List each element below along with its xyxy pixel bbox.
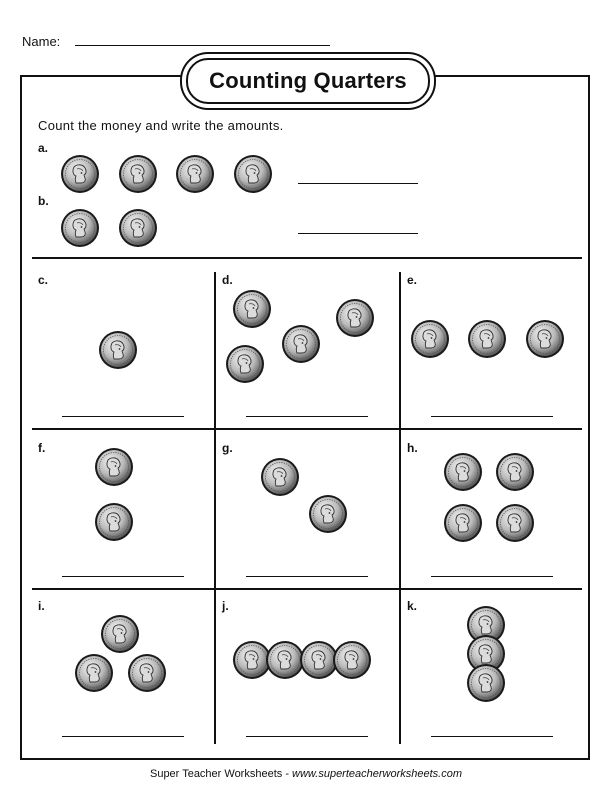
instructions: Count the money and write the amounts. <box>38 118 284 133</box>
quarter-icon <box>443 503 483 543</box>
problem-label-b: b. <box>38 194 49 208</box>
problem-label-f: f. <box>38 441 46 455</box>
quarter-icon <box>94 447 134 487</box>
quarter-icon <box>525 319 565 359</box>
quarter-icon <box>233 154 273 194</box>
quarter-icon <box>225 344 265 384</box>
answer-line-j[interactable] <box>246 736 368 737</box>
answer-line-k[interactable] <box>431 736 553 737</box>
problem-label-a: a. <box>38 141 49 155</box>
problem-label-h: h. <box>407 441 418 455</box>
problem-label-c: c. <box>38 273 49 287</box>
answer-line-d[interactable] <box>246 416 368 417</box>
answer-line-f[interactable] <box>62 576 184 577</box>
quarter-icon <box>118 154 158 194</box>
quarter-icon <box>466 663 506 703</box>
quarter-icon <box>100 614 140 654</box>
quarter-icon <box>60 154 100 194</box>
quarter-icon <box>495 503 535 543</box>
problem-label-d: d. <box>222 273 233 287</box>
problem-label-i: i. <box>38 599 45 613</box>
quarter-icon <box>98 330 138 370</box>
quarter-icon <box>308 494 348 534</box>
footer-url[interactable]: www.superteacherworksheets.com <box>292 768 463 780</box>
grid-divider <box>32 588 582 590</box>
page-title: Counting Quarters <box>186 58 430 104</box>
answer-line-h[interactable] <box>431 576 553 577</box>
quarter-icon <box>410 319 450 359</box>
grid-divider <box>214 272 216 744</box>
footer-brand: Super Teacher Worksheets <box>149 768 283 780</box>
footer <box>0 768 612 780</box>
problem-label-g: g. <box>222 441 233 455</box>
quarter-icon <box>118 208 158 248</box>
answer-line-b[interactable] <box>298 233 418 234</box>
problem-label-k: k. <box>407 599 418 613</box>
footer-separator: - <box>282 768 293 780</box>
answer-line-i[interactable] <box>62 736 184 737</box>
quarter-icon <box>260 457 300 497</box>
quarter-icon <box>232 289 272 329</box>
grid-divider <box>399 272 401 744</box>
grid-divider <box>32 257 582 259</box>
quarter-icon <box>60 208 100 248</box>
quarter-icon <box>335 298 375 338</box>
quarter-icon <box>467 319 507 359</box>
answer-line-a[interactable] <box>298 183 418 184</box>
quarter-icon <box>281 324 321 364</box>
quarter-icon <box>332 640 372 680</box>
quarter-icon <box>495 452 535 492</box>
problem-label-j: j. <box>222 599 229 613</box>
grid-divider <box>32 428 582 430</box>
quarter-icon <box>94 502 134 542</box>
name-field[interactable] <box>75 45 330 46</box>
answer-line-e[interactable] <box>431 416 553 417</box>
problem-label-e: e. <box>407 273 418 287</box>
quarter-icon <box>127 653 167 693</box>
answer-line-c[interactable] <box>62 416 184 417</box>
quarter-icon <box>74 653 114 693</box>
answer-line-g[interactable] <box>246 576 368 577</box>
quarter-icon <box>443 452 483 492</box>
name-label: Name: <box>22 34 61 49</box>
quarter-icon <box>175 154 215 194</box>
